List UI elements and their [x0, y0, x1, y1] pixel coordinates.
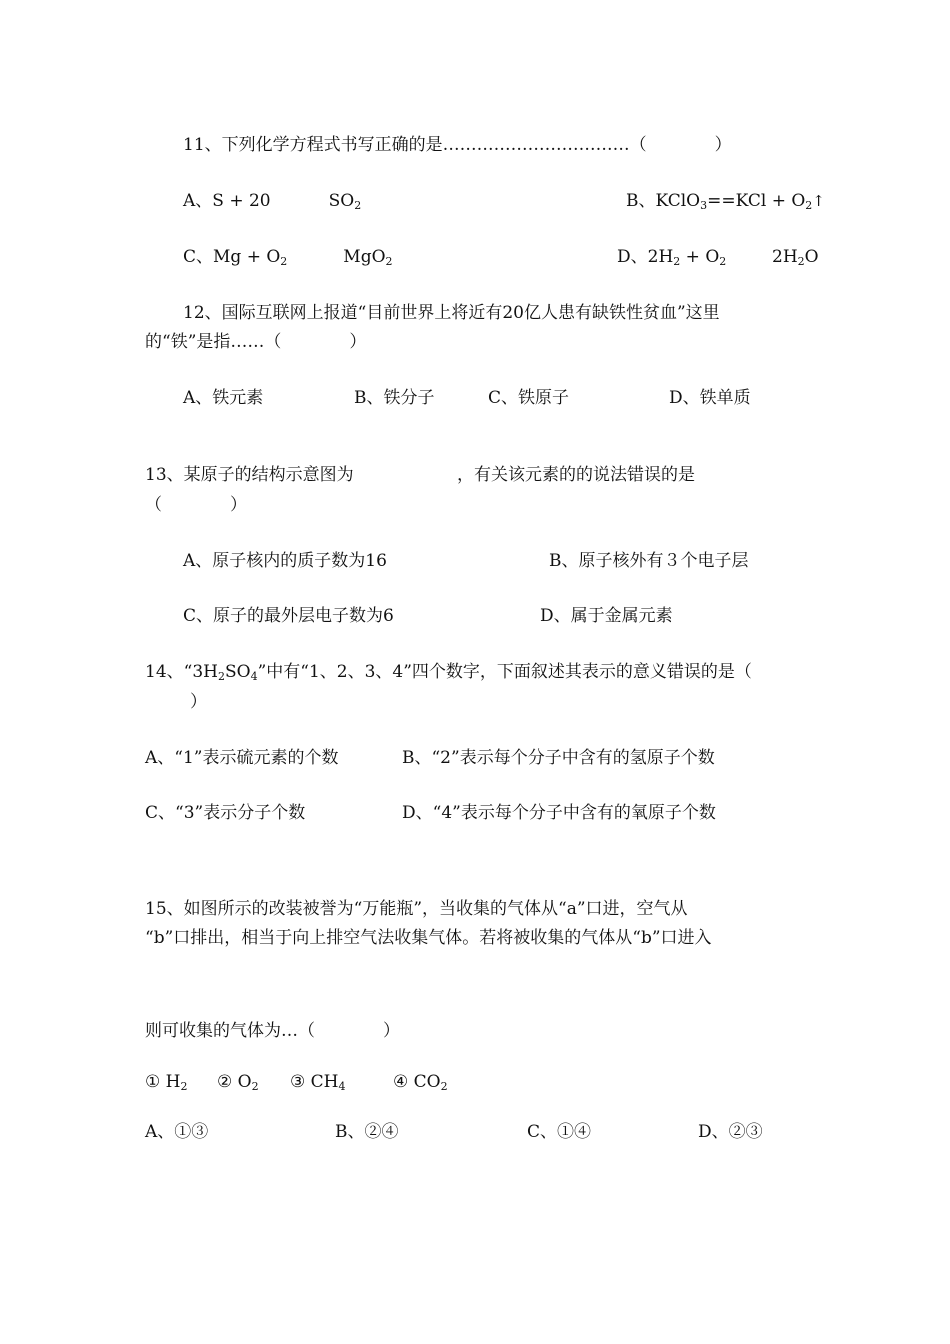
q15-option-c: C、①④: [527, 1122, 592, 1142]
q11-option-b: [626, 190, 825, 212]
q12-option-d: D、铁单质: [669, 388, 751, 408]
q15-gas-2: [217, 1071, 259, 1093]
q15-option-a: A、①③: [145, 1122, 209, 1142]
q11-option-d-product: [772, 246, 819, 268]
q12-line2: 的“铁”是指……（ ）: [145, 332, 367, 352]
q11-b-part1: B、KClO: [626, 191, 701, 211]
q14-option-c: C、“3”表示分子个数: [145, 803, 306, 823]
q15-gas-3-sub: 4: [338, 1080, 346, 1093]
q15-gas-1: [145, 1071, 187, 1093]
q12-option-c: C、铁原子: [488, 388, 570, 408]
q15-line1: 15、如图所示的改装被誉为“万能瓶”，当收集的气体从“a”口进，空气从: [145, 899, 688, 919]
q11-b-sub2: 2: [805, 199, 813, 212]
q14-part2: SO: [224, 662, 251, 682]
q15-gas-4: [393, 1071, 448, 1093]
q15-gas-1-sub: 2: [180, 1080, 188, 1093]
q11-b-arrow: ↑: [812, 192, 825, 210]
q13-option-d: D、属于金属元素: [540, 606, 673, 626]
q14-option-d: D、“4”表示每个分子中含有的氧原子个数: [402, 803, 716, 823]
q11-c-product: MgO: [343, 247, 386, 267]
q11-d-part2: + O: [680, 247, 720, 267]
q11-option-c: [183, 246, 393, 268]
q15-option-d: D、②③: [698, 1122, 763, 1142]
q11-c-reactants: C、Mg + O: [183, 247, 281, 267]
q13-line1b: ，有关该元素的的说法错误的是: [457, 465, 695, 485]
q11-b-sub1: 3: [700, 199, 708, 212]
q13-option-b: B、原子核外有３个电子层: [549, 551, 749, 571]
q12-option-a: A、铁元素: [183, 388, 264, 408]
q13-line1a: 13、某原子的结构示意图为: [145, 465, 354, 485]
q14-sub1: 2: [217, 670, 225, 683]
q11-d-prod: 2H: [772, 247, 798, 267]
q13-option-a: A、原子核内的质子数为16: [183, 551, 387, 571]
q12-line1: 12、国际互联网上报道“目前世界上将近有20亿人患有缺铁性贫血”这里: [183, 303, 720, 323]
q14-part3: ”中有“1、2、3、4”四个数字，下面叙述其表示的意义错误的是（: [257, 662, 752, 682]
q13-line2: （ ）: [145, 495, 247, 515]
q11-d-prod-tail: O: [804, 247, 819, 267]
q11-b-part2: ==KCl + O: [707, 191, 806, 211]
q15-gas-4-sub: 2: [440, 1080, 448, 1093]
q11-a-product: SO: [328, 191, 355, 211]
q11-c-sub1: 2: [280, 255, 288, 268]
q11-option-a: [183, 190, 361, 212]
q15-gas-3: [290, 1071, 345, 1093]
q15-option-b: B、②④: [335, 1122, 399, 1142]
q11-a-reactants: A、S + 20: [183, 191, 271, 211]
q11-d-sub1: 2: [673, 255, 681, 268]
q14-line2: ）: [190, 692, 207, 712]
q14-option-b: B、“2”表示每个分子中含有的氢原子个数: [402, 748, 715, 768]
q14-option-a: A、“1”表示硫元素的个数: [145, 748, 339, 768]
q15-line2: “b”口排出，相当于向上排空气法收集气体。若将被收集的气体从“b”口进入: [145, 928, 712, 948]
q14-line1: [145, 661, 752, 683]
q15-gas-4-text: ④ CO: [393, 1072, 441, 1092]
q11-option-d: [617, 246, 726, 268]
q14-sub2: 4: [250, 670, 258, 683]
q11-a-product-sub: 2: [354, 199, 362, 212]
q15-gas-3-text: ③ CH: [290, 1072, 339, 1092]
q15-gas-2-text: ② O: [217, 1072, 252, 1092]
q15-line3: 则可收集的气体为…（ ）: [145, 1021, 400, 1041]
q11-d-prod-sub: 2: [797, 255, 805, 268]
q11-stem: 11、下列化学方程式书写正确的是……………………………（ ）: [183, 135, 732, 155]
q15-gas-1-text: ① H: [145, 1072, 181, 1092]
q11-d-part1: D、2H: [617, 247, 674, 267]
q13-option-c: C、原子的最外层电子数为6: [183, 606, 394, 626]
q14-part1: 14、“3H: [145, 662, 218, 682]
q15-gas-2-sub: 2: [251, 1080, 259, 1093]
q11-d-sub2: 2: [719, 255, 727, 268]
q12-option-b: B、铁分子: [354, 388, 435, 408]
q11-c-sub2: 2: [385, 255, 393, 268]
